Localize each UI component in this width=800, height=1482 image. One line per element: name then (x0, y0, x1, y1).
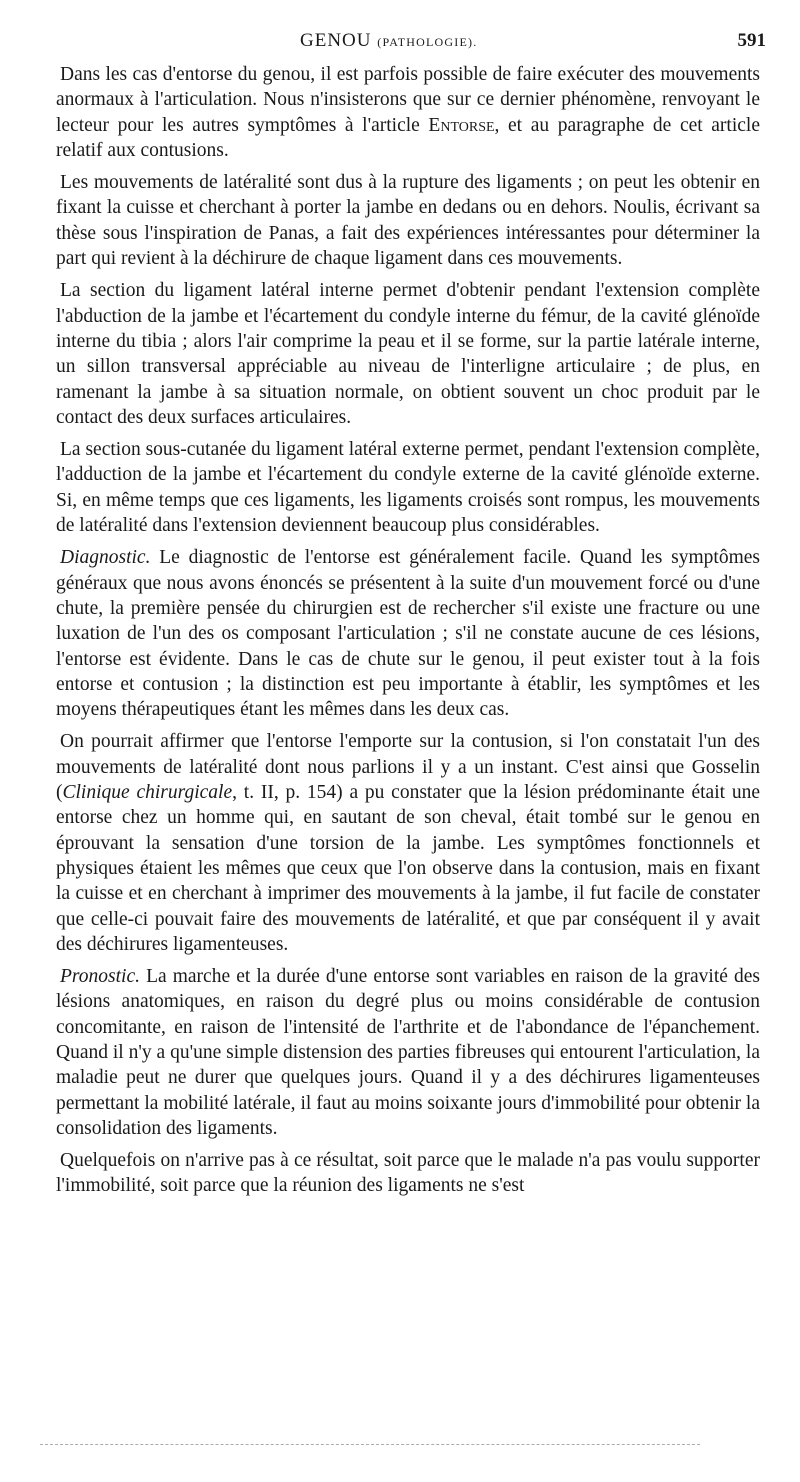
paragraph-text: Le diagnostic de l'entorse est généralement facile. Quand les symptômes généraux que nous avons énoncés se présentent à la suite d'un mouvement forcé ou d'une chute, la première pensée du chirurgien est de rechercher s'il existe une fracture ou une luxation de l'un des os composant l'articulation ; s'il ne constate aucune de ces lésions, l'entorse est évidente. Dans le cas de chute sur le genou, il peut exister tout à la fois entorse et contusion ; la distinction est peu importante à établir, les symptômes et les moyens thérapeutiques étant les mêmes dans les deux cas. (56, 547, 760, 721)
page-number: 591 (737, 30, 766, 51)
paragraph-ligament-externe (56, 437, 760, 538)
paragraph-text: La marche et la durée d'une entorse sont variables en raison de la gravité des lésions anatomiques, en raison du degré plus ou moins considérable de contusion concomitante, en raison de l'intensité de l'arthrite et de l'abondance de l'épanchement. Quand il n'y a qu'une simple distension des parties fibreuses qui entourent l'articulation, la maladie peut ne durer que quelques jours. Quand il y a des déchirures ligamenteuses permettant la mobilité latérale, il faut au moins soixante jours d'immobilité pour obtenir la consolidation des ligaments. (56, 966, 760, 1139)
paragraph-gosselin (56, 729, 760, 957)
paragraph-text: , t. II, p. 154) a pu constater que la lésion prédominante était une entorse chez un homme qui, en sautant de son cheval, était tombé sur le genou en éprouvant la sensation d'une torsion de la jambe. Les symptômes fonctionnels et physiques étaient les mêmes que ceux que l'on observe dans la contusion, mais en fixant la cuisse et en cherchant à imprimer des mouvements à la jambe, il fut facile de constater que celle-ci pouvait faire des mouvements de latéralité, et que par conséquent il y avait des déchirures ligamenteuses. (56, 782, 760, 955)
section-label-pronostic: Pronostic. (60, 966, 140, 988)
paragraph-text: Dans les cas d'entorse du genou, il est parfois possible de faire exécuter des mouvements anormaux à l'articulation. Nous n'insisterons que sur ce dernier phénomène, renvoyant le lecteur pour les autres symptômes à l'article (56, 64, 760, 136)
running-title-main: GENOU (300, 30, 372, 51)
paragraph-text: , et au paragraphe de cet article relatif aux contusions. (56, 114, 760, 161)
paragraph-quelquefois (56, 1148, 760, 1199)
running-title-subtitle: (PATHOLOGIE). (377, 35, 478, 49)
paragraph-text: La section du ligament latéral interne permet d'obtenir pendant l'extension complète l'abduction de la jambe et l'écartement du condyle interne du fémur, de la cavité glénoïde interne du tibia ; alors l'air comprime la peau et il se forme, sur la partie latérale interne, un sillon transversal appréciable au niveau de l'interligne articulaire ; de plus, en ramenant la jambe à sa situation normale, on obtient souvent un choc produit par le contact des deux surfaces articulaires. (56, 280, 760, 428)
paragraph-pronostic (56, 964, 760, 1141)
paragraph-text: On pourrait affirmer que l'entorse l'emporte sur la contusion, si l'on constatait l'un des mouvements de latéralité dont nous parlions il y a un instant. C'est ainsi que Gosselin ( (56, 731, 760, 804)
running-title (300, 30, 477, 52)
paragraph-diagnostic (56, 545, 760, 722)
paragraph-entorse-intro (56, 62, 760, 163)
article-reference: Entorse (428, 114, 495, 136)
paragraph-text: La section sous-cutanée du ligament latéral externe permet, pendant l'extension complète, l'adduction de la jambe et l'écartement du condyle externe de la cavité glénoïde externe. Si, en même temps que ces ligaments, les ligaments croisés sont rompus, les mouvements de latéralité dans l'extension deviennent beaucoup plus considérables. (56, 439, 760, 537)
paragraph-text: Les mouvements de latéralité sont dus à la rupture des ligaments ; on peut les obtenir en fixant la cuisse et cherchant à porter la jambe en dedans ou en dehors. Noulis, écrivant sa thèse sous l'inspiration de Panas, a fait des expériences intéressantes pour déterminer la part qui revient à la déchirure de chaque ligament dans ces mouvements. (56, 172, 760, 270)
paragraph-ligament-interne (56, 278, 760, 430)
paragraph-text: Quelquefois on n'arrive pas à ce résultat, soit parce que le malade n'a pas voulu supporter l'immobilité, soit parce que la réunion des ligaments ne s'est (56, 1150, 760, 1197)
section-label-diagnostic: Diagnostic. (60, 547, 151, 569)
citation-title: Clinique chirurgicale (62, 782, 233, 804)
paragraph-lateralite (56, 170, 760, 271)
body-text (56, 62, 760, 1206)
page-header (56, 30, 768, 58)
footer-rule (40, 1444, 700, 1445)
